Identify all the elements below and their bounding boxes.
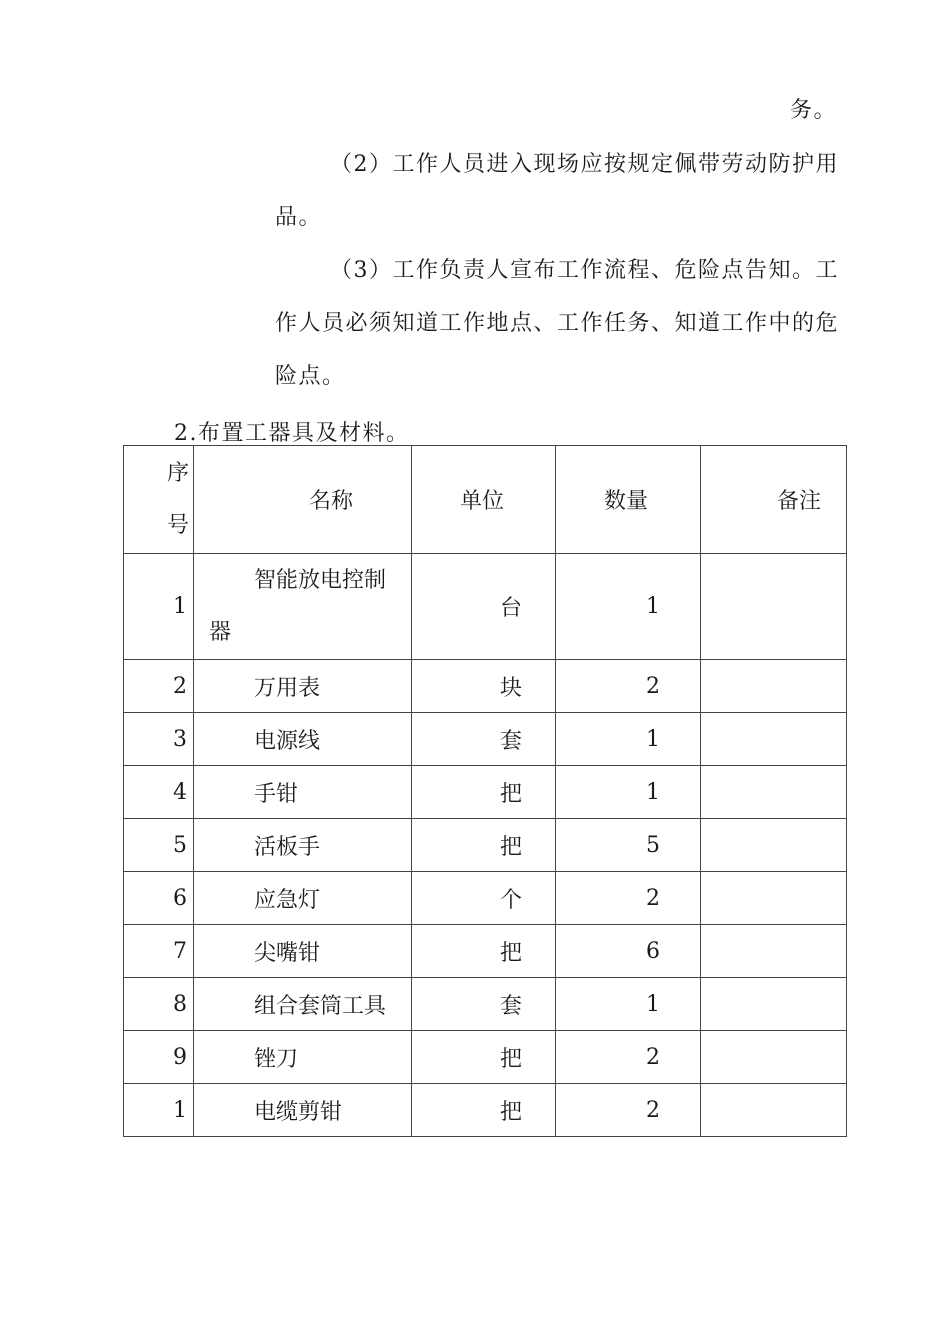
row-name: 活板手 <box>194 819 412 872</box>
tools-table <box>123 445 847 1137</box>
row-unit: 把 <box>412 1031 556 1084</box>
row-name: 电缆剪钳 <box>194 1084 412 1137</box>
row-unit: 个 <box>412 872 556 925</box>
header-index-line-1: 序 <box>166 460 189 486</box>
row-note <box>701 1031 847 1084</box>
row-name: 应急灯 <box>194 872 412 925</box>
paragraph-line-3: 品。 <box>275 205 323 230</box>
row-quantity: 1 <box>556 713 701 766</box>
row-note <box>701 766 847 819</box>
row-name-line-1: 智能放电控制 <box>254 567 387 593</box>
table-row <box>124 1031 847 1084</box>
table-row <box>124 660 847 713</box>
table-row <box>124 925 847 978</box>
header-index <box>124 446 194 554</box>
row-unit: 把 <box>412 766 556 819</box>
row-index: 9 <box>124 1031 194 1084</box>
paragraph-line-5: 作人员必须知道工作地点、工作任务、知道工作中的危 <box>275 311 840 336</box>
row-note <box>701 872 847 925</box>
row-unit: 套 <box>412 713 556 766</box>
header-name: 名称 <box>194 446 412 554</box>
row-note <box>701 978 847 1031</box>
row-note <box>701 660 847 713</box>
row-name: 电源线 <box>194 713 412 766</box>
header-note: 备注 <box>701 446 847 554</box>
row-unit: 把 <box>412 819 556 872</box>
table-row <box>124 978 847 1031</box>
header-unit: 单位 <box>412 446 556 554</box>
paragraph-line-6: 险点。 <box>275 364 346 389</box>
row-quantity: 1 <box>556 554 701 660</box>
row-unit: 把 <box>412 925 556 978</box>
row-note <box>701 925 847 978</box>
row-index: 3 <box>124 713 194 766</box>
row-name: 组合套筒工具 <box>194 978 412 1031</box>
table-row <box>124 1084 847 1137</box>
row-quantity: 1 <box>556 978 701 1031</box>
table-row <box>124 554 847 660</box>
row-index: 4 <box>124 766 194 819</box>
section-heading: 2.布置工器具及材料。 <box>174 421 410 446</box>
paragraph-line-2: （2）工作人员进入现场应按规定佩带劳动防护用 <box>330 152 839 177</box>
header-quantity: 数量 <box>556 446 701 554</box>
row-quantity: 1 <box>556 766 701 819</box>
row-quantity: 2 <box>556 1084 701 1137</box>
paragraph-line-4: （3）工作负责人宣布工作流程、危险点告知。工 <box>330 258 839 283</box>
table-row <box>124 819 847 872</box>
row-index: 2 <box>124 660 194 713</box>
row-name: 手钳 <box>194 766 412 819</box>
header-index-line-2: 号 <box>166 512 189 538</box>
row-note <box>701 713 847 766</box>
row-unit: 块 <box>412 660 556 713</box>
row-name: 尖嘴钳 <box>194 925 412 978</box>
table-row <box>124 872 847 925</box>
paragraph-line-1: 务。 <box>790 98 838 123</box>
row-index: 1 <box>124 554 194 660</box>
row-quantity: 2 <box>556 660 701 713</box>
row-quantity: 2 <box>556 1031 701 1084</box>
row-name-line-2: 器 <box>209 619 232 645</box>
table-row <box>124 766 847 819</box>
row-quantity: 6 <box>556 925 701 978</box>
row-index: 5 <box>124 819 194 872</box>
row-quantity: 2 <box>556 872 701 925</box>
row-name <box>194 554 412 660</box>
row-name: 万用表 <box>194 660 412 713</box>
row-unit: 套 <box>412 978 556 1031</box>
row-index: 8 <box>124 978 194 1031</box>
row-note <box>701 554 847 660</box>
row-unit: 台 <box>412 554 556 660</box>
row-name: 锉刀 <box>194 1031 412 1084</box>
row-note <box>701 819 847 872</box>
row-note <box>701 1084 847 1137</box>
table-header-row <box>124 446 847 554</box>
row-unit: 把 <box>412 1084 556 1137</box>
row-index: 1 <box>124 1084 194 1137</box>
row-index: 7 <box>124 925 194 978</box>
row-quantity: 5 <box>556 819 701 872</box>
row-index: 6 <box>124 872 194 925</box>
table-row <box>124 713 847 766</box>
